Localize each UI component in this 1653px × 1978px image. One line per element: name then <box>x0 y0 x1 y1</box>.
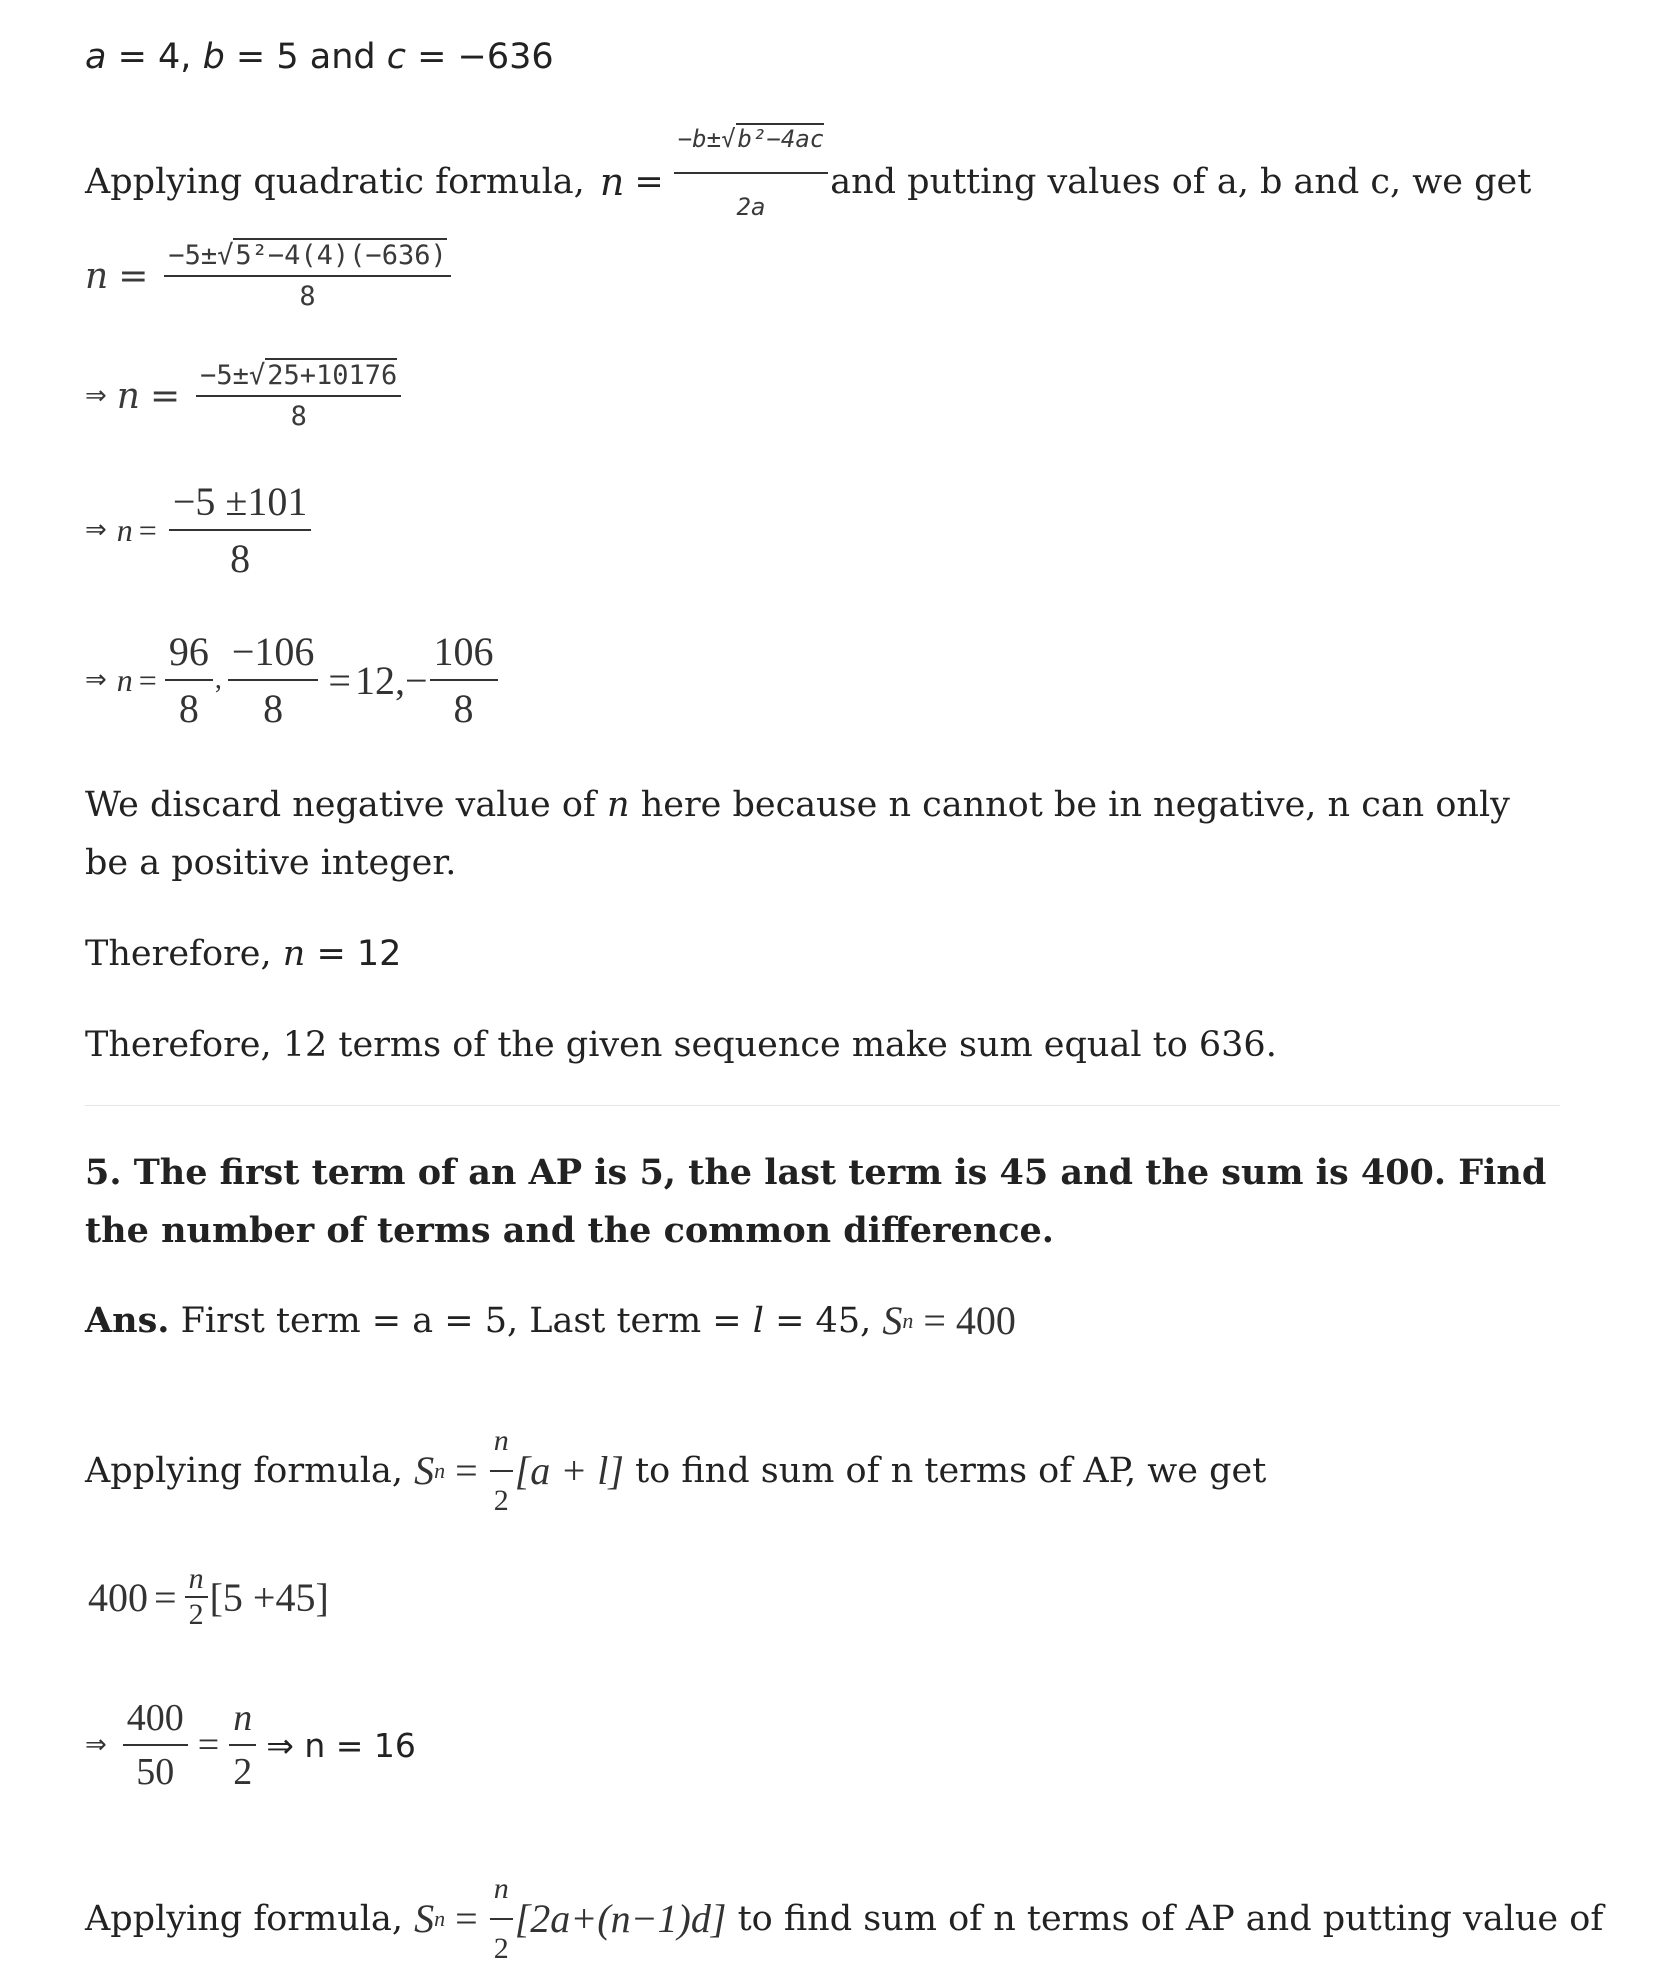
var-a: a <box>85 37 107 77</box>
value-b: = 5 and <box>224 37 387 77</box>
step4-fraction-3 <box>430 628 498 732</box>
step6-f1-num: 400 <box>123 1696 188 1746</box>
apply1-frac-den: 2 <box>493 1484 509 1517</box>
equation-step-3 <box>85 478 317 582</box>
therefore-n-line <box>85 925 1560 983</box>
step4-f3-denominator: 8 <box>453 686 474 731</box>
apply1-subscript: n <box>434 1458 446 1483</box>
apply1-frac-num: n <box>490 1412 513 1472</box>
quad-equals: = <box>634 162 664 202</box>
discard-post: here because n cannot be in negative, n can only be a positive integer. <box>85 785 1510 883</box>
step1-lhs: n <box>85 255 109 297</box>
step5-frac-num: n <box>185 1562 208 1598</box>
step1-equals: = <box>118 255 149 297</box>
answer-post: = 45, <box>763 1301 883 1341</box>
step4-fraction-1 <box>165 628 213 732</box>
discard-var-n: n <box>607 785 630 825</box>
apply1-formula <box>414 1412 624 1530</box>
equation-step-1 <box>85 240 457 312</box>
sum-subscript: n <box>902 1308 914 1333</box>
apply1-suffix: to find sum of n terms of AP, we get <box>623 1451 1267 1491</box>
equation-step-4 <box>85 628 500 732</box>
step2-denominator: 8 <box>290 401 307 432</box>
step4-value: 12, <box>354 657 405 703</box>
step3-lhs: n <box>116 511 133 548</box>
step6-result: ⇒ n = 16 <box>266 1725 416 1765</box>
step2-equals: = <box>149 375 181 417</box>
step5-fraction <box>185 1562 208 1632</box>
step4-separator: , <box>214 664 222 695</box>
value-c: = −636 <box>405 37 554 77</box>
quadratic-formula-line <box>85 125 1560 236</box>
apply1-equals: = <box>455 1448 478 1493</box>
given-values-line <box>85 28 1560 86</box>
step4-minus: − <box>404 657 428 703</box>
sum-value-expression <box>882 1292 1016 1350</box>
step4-equals: = <box>138 661 157 698</box>
quad-var-n: n <box>599 160 625 204</box>
step1-fraction <box>164 240 450 312</box>
therefore1-pre: Therefore, <box>85 934 283 974</box>
apply2-frac-den: 2 <box>493 1932 509 1965</box>
var-b: b <box>202 37 225 77</box>
answer-var-l: l <box>752 1301 764 1341</box>
apply2-suffix: to find sum of n terms of AP and putting value of <box>726 1899 1604 1939</box>
step6-f2-den: 2 <box>233 1751 253 1793</box>
step4-f2-denominator: 8 <box>263 686 284 731</box>
step4-f1-numerator: 96 <box>165 628 213 681</box>
answer-line <box>85 1292 1560 1350</box>
implies-arrow-icon: ⇒ <box>85 381 107 411</box>
apply-formula-line-2 <box>85 1860 1604 1978</box>
quadratic-formula-fraction <box>674 110 829 236</box>
apply2-sum-symbol: S <box>414 1896 435 1941</box>
apply2-equals: = <box>455 1896 478 1941</box>
apply2-frac-num: n <box>490 1860 513 1920</box>
step2-numerator-radicand: 25+10176 <box>267 360 398 391</box>
discard-pre: We discard negative value of <box>85 785 608 825</box>
apply1-fraction <box>490 1412 513 1530</box>
step6-fraction-1 <box>123 1696 188 1794</box>
step2-fraction <box>196 360 401 432</box>
quad-suffix: and putting values of a, b and c, we get <box>830 162 1532 202</box>
therefore-conclusion-line: Therefore, 12 terms of the given sequence make sum equal to 636. <box>85 1025 1277 1065</box>
sum-equals: = <box>923 1298 946 1343</box>
step1-denominator: 8 <box>299 281 316 312</box>
apply1-sum-symbol: S <box>414 1448 435 1493</box>
apply2-formula <box>414 1860 726 1978</box>
section-divider <box>85 1105 1560 1106</box>
implies-arrow-icon: ⇒ <box>85 515 107 545</box>
apply1-bracket: [a + l] <box>514 1448 624 1493</box>
quad-denominator: 2a <box>736 193 766 221</box>
value-a: = 4, <box>106 37 203 77</box>
sum-value: 400 <box>955 1298 1016 1343</box>
step4-f1-denominator: 8 <box>178 686 199 731</box>
quad-numerator-pre: −b±√ <box>677 125 736 153</box>
step3-fraction <box>169 478 312 582</box>
equation-step-5 <box>88 1562 329 1632</box>
var-c: c <box>386 37 406 77</box>
apply2-bracket: [2a+(n−1)d] <box>514 1896 727 1941</box>
discard-paragraph <box>85 776 1560 892</box>
step6-f1-den: 50 <box>136 1751 175 1793</box>
step4-fraction-2 <box>228 628 319 732</box>
implies-arrow-icon: ⇒ <box>85 1730 107 1760</box>
answer-label: Ans. <box>85 1300 170 1341</box>
apply2-prefix: Applying formula, <box>85 1899 415 1939</box>
step5-lhs: 400 <box>88 1574 148 1620</box>
step2-numerator-pre: −5±√ <box>200 360 266 391</box>
equation-step-2 <box>85 360 407 432</box>
step5-equals: = <box>154 1574 177 1620</box>
apply1-prefix: Applying formula, <box>85 1451 415 1491</box>
step3-denominator: 8 <box>230 536 251 581</box>
step2-lhs: n <box>116 375 140 417</box>
step4-equals-2: = <box>328 657 351 703</box>
step4-f3-numerator: 106 <box>430 628 498 681</box>
therefore1-post: = 12 <box>305 934 402 974</box>
apply2-fraction <box>490 1860 513 1978</box>
sum-symbol: S <box>882 1298 903 1343</box>
apply-formula-line-1 <box>85 1412 1560 1530</box>
step5-frac-den: 2 <box>188 1598 204 1631</box>
step1-numerator-radicand: 5²−4(4)(−636) <box>235 240 447 271</box>
step3-equals: = <box>138 511 157 548</box>
step4-f2-numerator: −106 <box>228 628 319 681</box>
step5-bracket: [5 +45] <box>209 1574 329 1620</box>
apply2-subscript: n <box>434 1906 446 1931</box>
step1-numerator-pre: −5±√ <box>168 240 234 271</box>
step6-fraction-2 <box>229 1696 256 1794</box>
equation-step-6 <box>85 1696 416 1794</box>
step4-lhs: n <box>116 661 133 698</box>
quad-numerator-radicand: b²−4ac <box>737 125 825 153</box>
answer-pre: First term = a = 5, Last term = <box>169 1301 753 1341</box>
implies-arrow-icon: ⇒ <box>85 665 107 695</box>
quad-prefix: Applying quadratic formula, <box>85 162 596 202</box>
step6-equals: = <box>197 1724 220 1766</box>
therefore1-var-n: n <box>282 934 306 974</box>
step3-numerator: −5 ±101 <box>169 478 312 531</box>
step6-f2-num: n <box>229 1696 256 1746</box>
question-5: 5. The first term of an AP is 5, the last term is 45 and the sum is 400. Find the number of terms and the common difference. <box>85 1152 1547 1251</box>
